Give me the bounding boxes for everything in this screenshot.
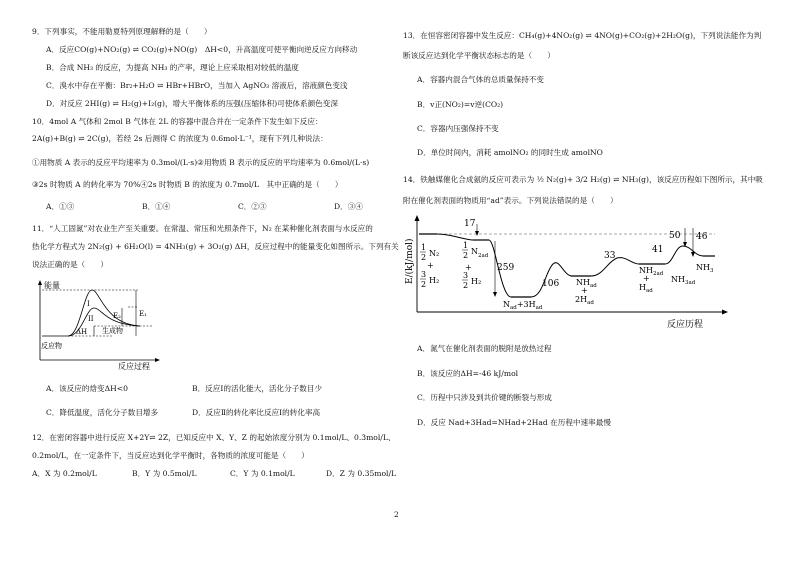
q13-option-b: B．v正(NO₂)=v逆(CO₂) (417, 100, 504, 109)
q14-option-d: D．反应 Nad+3Had=NHad+2Had 在历程中速率最慢 (417, 418, 611, 427)
svg-text:3: 3 (463, 271, 469, 280)
svg-text:2: 2 (421, 280, 427, 289)
svg-text:N₂: N₂ (429, 249, 440, 258)
q11-dh-label: ΔH (76, 328, 88, 336)
q14-value-33: 33 (604, 251, 616, 261)
q11-option-b: B．反应Ⅰ的活化能大，活化分子数目少 (192, 384, 323, 393)
q14-value-259: 259 (497, 263, 515, 273)
q13-option-c: C．容器内压强保持不变 (417, 124, 499, 133)
q14-nh3-label: $NH_3$ (696, 263, 714, 274)
q14-option-c: C．历程中只涉及到共价键的断裂与形成 (417, 393, 552, 402)
q10-option-a: A．①③ (46, 202, 75, 211)
q13-option-a: A．容器内混合气体的总质量保持不变 (417, 75, 544, 84)
q14-option-b: B．该反应的ΔH=-46 kJ/mol (417, 369, 519, 378)
q9-option-d: D．对反应 2HI(g) ⇌ H₂(g)+I₂(g)，增大平衡体系的压强(压缩体积)可使体系颜色变深 (46, 99, 338, 108)
q14-value-46: 46 (696, 232, 708, 242)
q10-stem: 10．4mol A 气体和 2mol B 气体在 2L 的容器中混合并在一定条件下发生如下反应： (32, 117, 323, 126)
svg-text:2Had: $2H_{ad}$ (575, 295, 594, 306)
q10-equation: 2A(g)+B(g) ⇌ 2C(g)，若经 2s 后测得 C 的浓度为 0.6mol·L⁻¹，现有下列几种说法： (32, 134, 328, 143)
q11-e2-label: E₂ (113, 312, 121, 320)
q11-curve-1-label: I (87, 300, 90, 308)
q14-reaction-profile (403, 212, 773, 334)
q14-nhad-label: $NH_{ad}$ (576, 278, 597, 289)
svg-text:+: + (427, 261, 434, 270)
q14-reactant-label (420, 243, 439, 289)
svg-text:N: N (471, 247, 478, 256)
q11-option-a: A．该反应的焓变ΔH<0 (46, 384, 128, 393)
svg-text:2: 2 (463, 251, 469, 260)
svg-text:2: 2 (463, 281, 469, 290)
q11-e1-label: E₁ (139, 310, 147, 318)
q10-statement-2: ③2s 时物质 A 的转化率为 70%④2s 时物质 B 的浓度为 0.7mol/L 其中正确的是（ ） (32, 180, 343, 189)
svg-text:+: + (465, 263, 472, 272)
q14-step1-label (462, 241, 489, 290)
q14-stem-line2: 附在催化剂表面的物质用“ad”表示。下列说法错误的是（ ） (403, 196, 618, 205)
q14-value-41: 41 (652, 245, 664, 255)
q11-x-axis-label: 反应过程 (118, 362, 150, 371)
q14-nh2ad-label: $NH_{2ad}$ (639, 266, 664, 277)
q14-value-106: 106 (542, 279, 560, 289)
q13-stem-line1: 13．在恒容密闭容器中发生反应：CH₄(g)+4NO₂(g) ⇌ 4NO(g)+CO₂(g)+2H₂O(g)，下列说法能作为判 (403, 31, 762, 40)
page-number: 2 (394, 510, 399, 519)
q14-nh3ad-label: $NH_{3ad}$ (671, 275, 696, 286)
q12-option-b: B．Y 为 0.5mol/L (132, 469, 197, 478)
q12-option-a: A．X 为 0.2mol/L (32, 469, 97, 478)
q9-stem: 9．下列事实，不能用勒夏特列原理解释的是（ ） (32, 27, 212, 36)
q10-option-d: D．③④ (334, 202, 363, 211)
q12-option-c: C．Y 为 0.1mol/L (230, 469, 295, 478)
svg-text:Had: $H_{ad}$ (639, 283, 653, 294)
q10-statement-1: ①用物质 A 表示的反应平均速率为 0.3mol/(L·s)②用物质 B 表示的反应的平均速率为 0.6mol/(L·s) (32, 158, 370, 167)
q11-option-c: C．降低温度，活化分子数目增多 (46, 408, 159, 417)
svg-text:H₂: H₂ (471, 277, 482, 286)
q11-product-label: 生成物 (102, 327, 123, 335)
svg-text:2ad: 2ad (478, 253, 489, 259)
q9-option-b: B．合成 NH₃ 的反应，为提高 NH₃ 的产率，理论上应采取相对较低的温度 (46, 63, 299, 72)
q12-stem-line2: 0.2mol/L，在一定条件下，当反应达到化学平衡时，各物质的浓度可能是（ ） (32, 451, 309, 460)
svg-text:2: 2 (421, 253, 427, 262)
q10-option-b: B．①④ (142, 202, 171, 211)
q14-stem-line1: 14．铁触媒催化合成氨的反应可表示为 ½ N₂(g)+ 3/2 H₂(g) ⇌ NH₃(g)，该反应历程如下图所示，其中吸 (403, 175, 763, 184)
q11-option-d: D．反应Ⅱ的转化率比反应Ⅰ的转化率高 (192, 408, 321, 417)
svg-text:H₂: H₂ (429, 276, 440, 285)
q11-energy-diagram (32, 276, 177, 371)
q14-x-axis-label: 反应历程 (667, 320, 704, 330)
q9-option-a: A．反应CO(g)+NO₂(g) ⇌ CO₂(g)+NO(g) ΔH<0，升高温度可使平衡向逆反应方向移动 (46, 45, 358, 54)
q14-option-a: A．氮气在催化剂表面的脱附是放热过程 (417, 344, 552, 353)
q13-stem-line2: 断该反应达到化学平衡状态标志的是（ ） (403, 51, 555, 60)
q14-nad-label: $N_{ad}+3H_{ad}$ (503, 300, 543, 311)
svg-text:+: + (581, 286, 588, 295)
q10-option-c: C．②③ (238, 202, 267, 211)
svg-text:3: 3 (421, 270, 427, 279)
q11-reactant-label: 反应物 (41, 342, 62, 350)
q14-value-50: 50 (669, 231, 681, 241)
svg-text:1: 1 (463, 241, 469, 250)
q9-option-c: C．溴水中存在平衡：Br₂+H₂O ⇌ HBr+HBrO，当加入 AgNO₃ 溶液后，溶液颜色变浅 (46, 81, 348, 90)
q12-stem-line1: 12．在密闭容器中进行反应 X+2Y⇌ 2Z，已知反应中 X、Y、Z 的起始浓度分别为 0.1mol/L、0.3mol/L、 (32, 433, 396, 442)
q11-y-axis-label: 能量 (44, 281, 60, 290)
q14-y-axis-label: E/(kJ/mol) (405, 238, 415, 284)
q11-stem-line1: 11．“人工固氮”对农业生产至关重要。在常温、常压和光照条件下，N₂ 在某种催化剂表面与水反应的 (32, 224, 373, 233)
svg-text:+: + (643, 274, 650, 283)
q12-option-d: D．Z 为 0.35mol/L (326, 469, 397, 478)
q11-curve-2-label: II (88, 315, 94, 323)
q13-option-d: D．单位时间内，消耗 amolNO₂ 的同时生成 amolNO (417, 148, 603, 157)
q14-value-17: 17 (464, 219, 476, 229)
q11-stem-line2: 热化学方程式为 2N₂(g) + 6H₂O(l) = 4NH₃(g) + 3O₂(g) ΔH，反应过程中的能量变化如图所示。下列有关 (32, 242, 399, 251)
q11-stem-line3: 说法正确的是（ ） (32, 260, 108, 269)
svg-text:1: 1 (421, 243, 427, 252)
